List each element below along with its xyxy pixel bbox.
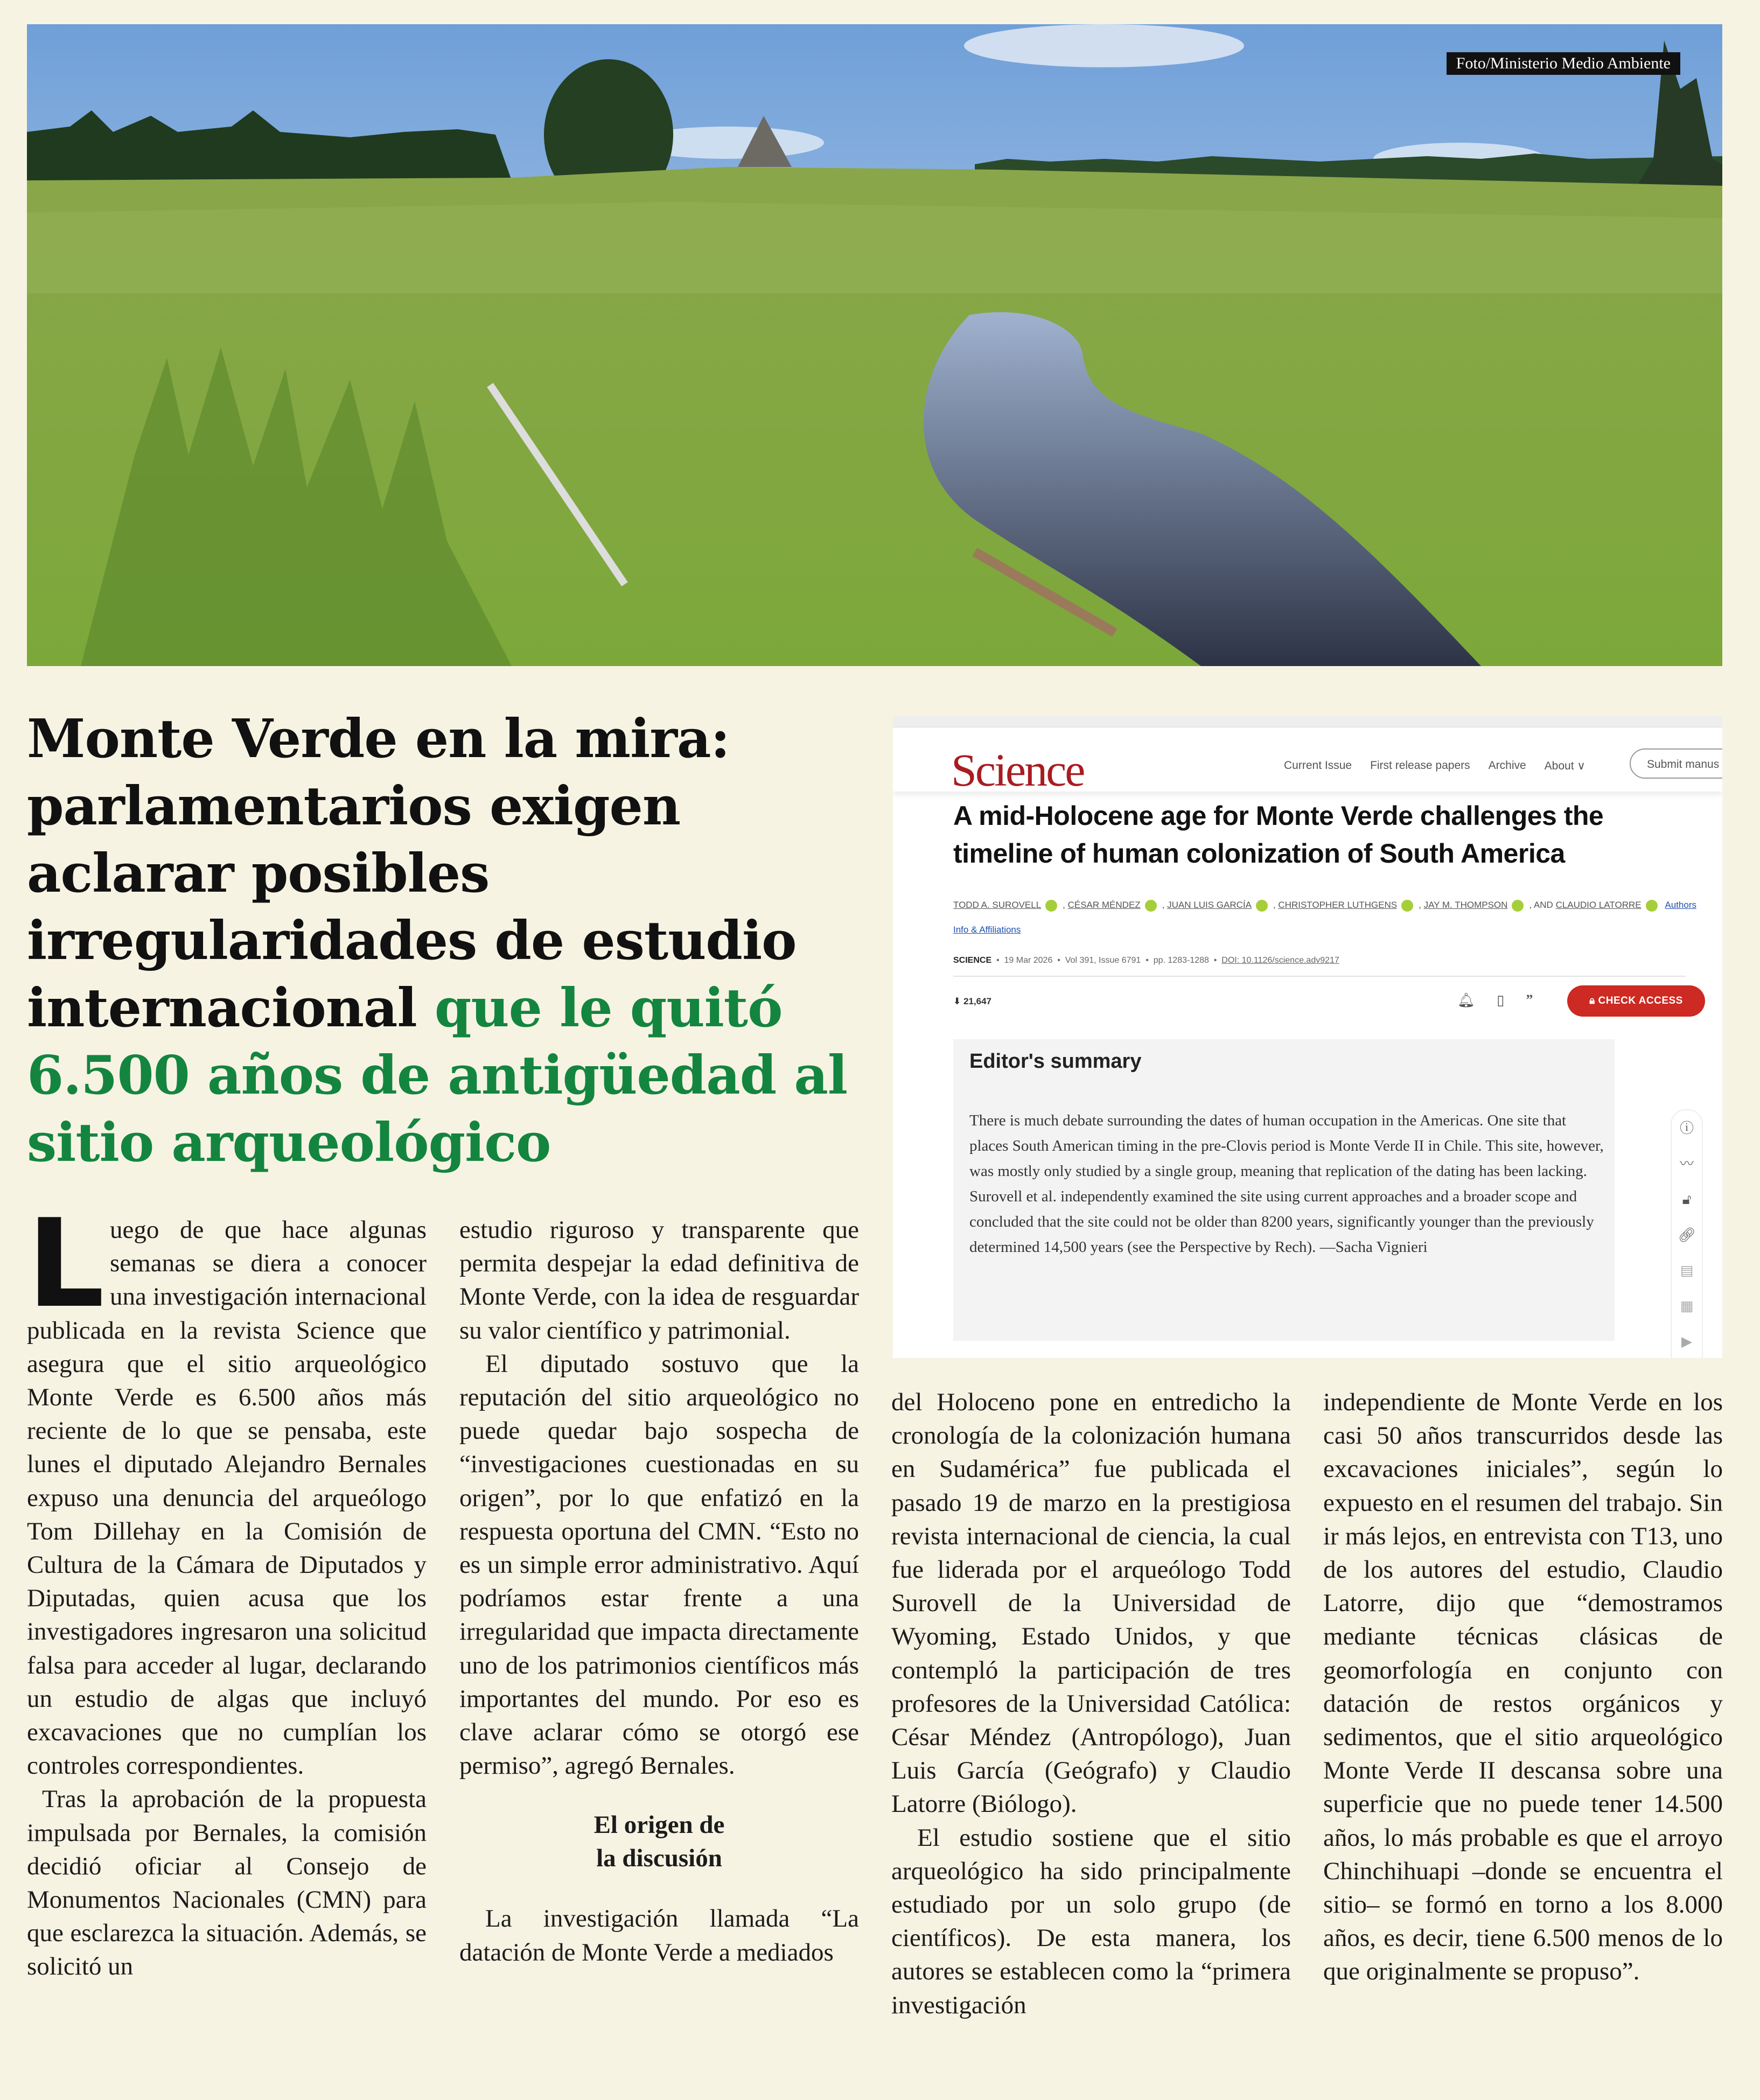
- orcid-icon[interactable]: [1401, 900, 1413, 912]
- nav-first-release-papers[interactable]: First release papers: [1370, 759, 1470, 772]
- science-logo[interactable]: Science: [951, 744, 1084, 796]
- lock-icon: 🔒︎: [1589, 995, 1595, 1006]
- author-conjunction: , AND: [1529, 900, 1553, 910]
- author-link[interactable]: TODD A. SUROVELL: [953, 900, 1042, 910]
- article-actions: [1457, 992, 1533, 1009]
- science-article-screenshot: [893, 716, 1722, 1358]
- article-column-2: [459, 1213, 859, 1969]
- divider: [953, 976, 1686, 977]
- download-count-value: 21,647: [963, 996, 991, 1006]
- play-icon[interactable]: ▶: [1681, 1333, 1692, 1349]
- authors-info-link[interactable]: Authors Info & Affiliations: [953, 900, 1696, 935]
- check-access-button[interactable]: [1567, 985, 1705, 1017]
- lock-icon[interactable]: 🔓︎: [1682, 1191, 1692, 1207]
- author-link[interactable]: CHRISTOPHER LUTHGENS: [1278, 900, 1398, 910]
- editors-summary-text: There is much debate surrounding the dates of human occupation in the Americas. One site that places South American timing in the pre-Clovis period is Monte Verde II in Chile. This site, however, was mostly only studied by a single group, meaning that replication of the dating has been lacking. Surovell et al. independently examined the site using current approaches and a broader scope and concluded that the site could not be older than 8200 years, significantly younger than the previously determined 14,500 years (see the Perspective by Rech). —Sacha Vignieri: [969, 1112, 1604, 1256]
- author-list: TODD A. SUROVELL , CÉSAR MÉNDEZ , JUAN LUIS GARCÍA , CHRISTOPHER LUTHGENS , JAY M. THOMPSON , AND CLAUDIO LATORRE Authors Info & Affiliations: [953, 900, 1696, 935]
- side-toolbar: [1671, 1109, 1703, 1358]
- subhead-line: la discusión: [596, 1844, 722, 1873]
- paragraph: uego de que hace algunas semanas se diera a conocer una investigación internacional publicada en la revista Science que asegura que el sitio arqueológico Monte Verde es 6.500 años más reciente de lo que se pensaba, este lunes el diputado Alejandro Bernales expuso una denuncia del arqueólogo Tom Dillehay en la Comisión de Cultura de la Cámara de Diputados y Diputadas, quien acusa que los investigadores ingresaron una solicitud falsa para acceder al lugar, declarando un estudio de algas que incluyó excavaciones que no cumplían los controles correspondientes.: [27, 1216, 427, 1780]
- submit-manuscript-button[interactable]: Submit manus: [1630, 748, 1722, 779]
- nav-archive[interactable]: Archive: [1488, 759, 1526, 772]
- download-icon: ⬇: [953, 996, 961, 1006]
- pdf-icon[interactable]: ▤: [1680, 1262, 1694, 1278]
- orcid-icon[interactable]: [1145, 900, 1157, 912]
- article-column-3: [891, 1385, 1291, 2022]
- paragraph: Tras la aprobación de la propuesta impulsada por Bernales, la comisión decidió oficiar al Consejo de Monumentos Nacionales (CMN) para que esclarezca la situación. Además, se solicitó un: [27, 1785, 427, 1981]
- orcid-icon[interactable]: [1512, 900, 1524, 912]
- article-headline: [27, 705, 856, 1177]
- link-icon[interactable]: 🔗︎: [1678, 1227, 1696, 1243]
- author-link[interactable]: JUAN LUIS GARCÍA: [1167, 900, 1252, 910]
- bookmark-icon[interactable]: ▯: [1497, 992, 1505, 1008]
- science-nav-menu: [1284, 759, 1586, 773]
- journal-name: SCIENCE: [953, 956, 992, 965]
- orcid-icon[interactable]: [1646, 900, 1658, 912]
- browser-strip: [893, 716, 1722, 727]
- headline-main: Monte Verde en la mira: parlamentarios exigen aclarar posibles irregularidades de estudio internacional: [27, 708, 797, 1039]
- subhead-line: El origen de: [593, 1811, 725, 1839]
- info-icon[interactable]: ⓘ: [1679, 1120, 1694, 1136]
- author-link[interactable]: CÉSAR MÉNDEZ: [1067, 900, 1141, 910]
- photo-credit: Foto/Ministerio Medio Ambiente: [1447, 52, 1680, 75]
- lead-photo: [27, 24, 1722, 666]
- orcid-icon[interactable]: [1045, 900, 1057, 912]
- doi-link[interactable]: DOI: 10.1126/science.adv9217: [1221, 956, 1339, 965]
- volume-issue[interactable]: Vol 391, Issue 6791: [1065, 956, 1141, 965]
- publication-meta: SCIENCE • 19 Mar 2026 • Vol 391, Issue 6791 • pp. 1283-1288 • DOI: 10.1126/science.adv9217: [953, 956, 1339, 965]
- section-subhead: [459, 1808, 859, 1875]
- quote-icon[interactable]: ”: [1526, 992, 1533, 1007]
- paragraph: El diputado sostuvo que la reputación del sitio arqueológico no puede quedar bajo sospecha de “investigaciones cuestionadas en su origen”, por lo que enfatizó en la respuesta oportuna del CMN. “Esto no es un simple error administrativo. Aquí podríamos estar frente a una irregularidad que impacta directamente uno de los patrimonios científicos más importantes del mundo. Por eso es clave aclarar cómo se otorgó ese permiso”, agregó Bernales.: [459, 1349, 859, 1780]
- paragraph: estudio riguroso y transparente que permita despejar la edad definitiva de Monte Verde, con la idea de resguardar su valor científico y patrimonial.: [459, 1216, 859, 1345]
- drop-cap: L: [27, 1193, 105, 1335]
- landscape-image: [27, 24, 1722, 666]
- science-article-title: A mid-Holocene age for Monte Verde challenges the timeline of human colonization of South America: [953, 801, 1604, 869]
- nav-about[interactable]: About ∨: [1544, 760, 1586, 772]
- metrics-icon[interactable]: 〰: [1679, 1156, 1694, 1172]
- bell-icon[interactable]: 🔔︎: [1457, 992, 1476, 1008]
- page-range: pp. 1283-1288: [1153, 956, 1209, 965]
- headline-highlight: que le quitó 6.500 años de antigüedad al sitio arqueológico: [27, 977, 848, 1174]
- check-access-label: CHECK ACCESS: [1598, 995, 1683, 1006]
- orcid-icon[interactable]: [1256, 900, 1268, 912]
- science-navbar: [893, 728, 1722, 796]
- figures-icon[interactable]: ▦: [1680, 1298, 1694, 1314]
- paragraph: El estudio sostiene que el sitio arqueológico ha sido principalmente estudiado por un solo grupo (de científicos). De esta manera, los autores se establecen como la “primera investigación: [891, 1823, 1291, 2019]
- article-column-4: [1323, 1385, 1723, 1989]
- nav-current-issue[interactable]: Current Issue: [1284, 759, 1352, 772]
- download-count: [953, 996, 991, 1007]
- author-link[interactable]: CLAUDIO LATORRE: [1555, 900, 1642, 910]
- author-link[interactable]: JAY M. THOMPSON: [1423, 900, 1508, 910]
- paragraph: del Holoceno pone en entredicho la cronología de la colonización humana en Sudamérica” fue publicada el pasado 19 de marzo en la prestigiosa revista internacional de ciencia, la cual fue liderada por el arqueólogo Todd Surovell de la Universidad de Wyoming, Estado Unidos, y que contempló la participación de tres profesores de la Universidad Católica: César Méndez (Antropólogo), Juan Luis García (Geógrafo) y Claudio Latorre (Biólogo).: [891, 1388, 1291, 1818]
- paragraph: La investigación llamada “La datación de Monte Verde a mediados: [459, 1905, 859, 1966]
- paragraph: independiente de Monte Verde en los casi 50 años transcurridos desde las excavaciones iniciales”, según lo expuesto en el resumen del trabajo. Sin ir más lejos, en entrevista con T13, uno de los autores del estudio, Claudio Latorre, dijo que “demostramos mediante técnicas clásicas de geomorfología en conjunto con datación de restos orgánicos y sedimentos, que el sitio arqueológico Monte Verde II descansa sobre una superficie que no puede tener 14.500 años, lo más probable es que el arroyo Chinchihuapi –donde se encuentra el sitio– se formó en torno a los 8.000 años, es decir, tiene 6.500 menos de lo que originalmente se propuso”.: [1323, 1388, 1723, 1986]
- editors-summary-heading: Editor's summary: [969, 1050, 1142, 1073]
- pub-date: 19 Mar 2026: [1004, 956, 1053, 965]
- article-column-1: [27, 1193, 427, 1984]
- editors-summary: [953, 1039, 1615, 1341]
